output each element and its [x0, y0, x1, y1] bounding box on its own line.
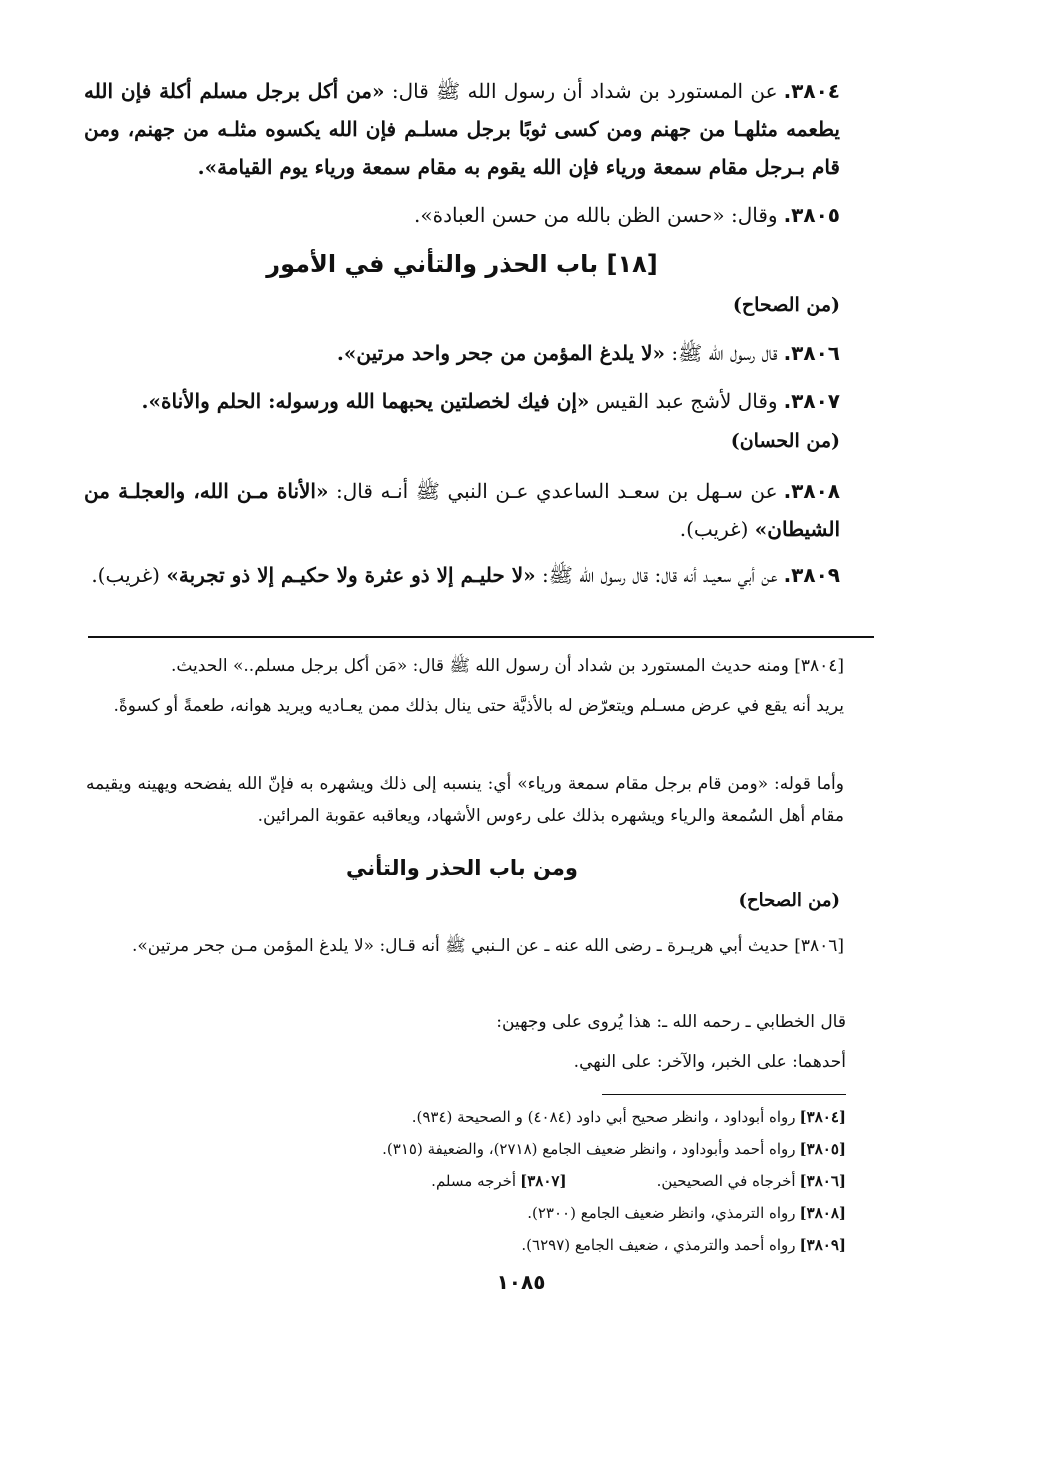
- hadith-text: «إن فيك لخصلتين يحبهما الله ورسوله: الحلم والأناة».: [141, 389, 590, 413]
- sharh-paragraph-5: قال الخطابي ـ رحمه الله ـ: هذا يُروى على وجهين:: [496, 1012, 846, 1032]
- hadith-intro: عن أبي سعيـد أنه قال: قال رسول الله ﷺ:: [535, 563, 778, 587]
- hadith-grade: (غريب).: [679, 517, 755, 541]
- hadith-number: ٣٨٠٦.: [783, 341, 840, 365]
- section-label-hasan: (من الحسان): [730, 430, 840, 452]
- hadith-3806: [84, 334, 840, 372]
- page-number: ١٠٨٥: [496, 1270, 546, 1294]
- hadith-intro: عن المستورد بن شداد أن رسول الله ﷺ قال:: [384, 79, 778, 103]
- hadith-text: وقال: «حسن الظن بالله من حسن العبادة».: [414, 203, 778, 227]
- hadith-grade: (غريب).: [91, 563, 167, 587]
- hadith-3805: [84, 196, 840, 234]
- footnote: [521, 1232, 846, 1258]
- footnote-ref: [٣٨٠٤]: [799, 1108, 846, 1126]
- footnote-text: رواه أبوداود ، وانظر صحيح أبي داود (٤٠٨٤) و الصحيحة (٩٣٤).: [411, 1108, 796, 1126]
- footnote-text: أخرجاه في الصحيحين.: [656, 1172, 796, 1190]
- section-label-sahih: (من الصحاح): [732, 294, 840, 316]
- hadith-number: ٣٨٠٩.: [783, 563, 840, 587]
- footnote-text: رواه أحمد والترمذي ، ضعيف الجامع (٦٢٩٧).: [521, 1236, 796, 1254]
- sharh-paragraph-1: [٣٨٠٤] ومنه حديث المستورد بن شداد أن رسول الله ﷺ قال: «مَن أكل برجل مسلم..» الحديث.: [170, 656, 844, 676]
- footnote: [431, 1168, 846, 1194]
- sharh-section-label: (من الصحاح): [738, 890, 840, 911]
- footnote-ref: [٣٨٠٩]: [799, 1236, 846, 1254]
- section-divider: [88, 636, 874, 638]
- hadith-3808: [84, 472, 840, 548]
- footnote-text: رواه الترمذي، وانظر ضعيف الجامع (٢٣٠٠).: [527, 1204, 796, 1222]
- sharh-paragraph-6: أحدهما: على الخبر، والآخر: على النهي.: [573, 1052, 846, 1072]
- footnote-ref: [٣٨٠٨]: [799, 1204, 846, 1222]
- sharh-paragraph-2: يريد أنه يقع في عرض مسـلم ويتعرّض له بالأذيَّة حتى ينال بذلك ممن يعـاديه ويريد هوانه، طعمةً أو كسوةً.: [113, 696, 844, 716]
- footnote: [382, 1136, 846, 1162]
- hadith-number: ٣٨٠٨.: [783, 479, 840, 503]
- footnote: [412, 1104, 846, 1130]
- hadith-intro: قال رسول الله ﷺ:: [665, 341, 778, 365]
- chapter-heading: [١٨] باب الحذر والتأني في الأمور: [266, 250, 658, 278]
- sharh-paragraph-4: [٣٨٠٦] حديث أبي هريـرة ـ رضى الله عنه ـ عن الـنبي ﷺ أنه قـال: «لا يلدغ المؤمن مـن جحر مرتين».: [131, 936, 844, 956]
- footnote-ref: [٣٨٠٥]: [799, 1140, 846, 1158]
- hadith-3807: [84, 382, 840, 420]
- footnote: [527, 1200, 846, 1226]
- hadith-number: ٣٨٠٧.: [783, 389, 840, 413]
- hadith-3804: [84, 72, 840, 186]
- hadith-text: «لا حليـم إلا ذو عثرة ولا حكيـم إلا ذو تجربة»: [166, 563, 536, 587]
- footnote-text: رواه أحمد وأبوداود ، وانظر ضعيف الجامع (٢٧١٨)، والضعيفة (٣١٥).: [382, 1140, 796, 1158]
- footnote-text: أخرجه مسلم.: [431, 1172, 517, 1190]
- hadith-text: «الأناة مـن الله، والعجلـة من الشيطان»: [84, 479, 840, 541]
- footnote-divider: [602, 1094, 846, 1095]
- footnote-ref: [٣٨٠٧]: [520, 1172, 567, 1190]
- hadith-intro: وقال لأشج عبد القيس: [589, 389, 778, 413]
- hadith-3809: [84, 556, 840, 594]
- hadith-number: ٣٨٠٥.: [783, 203, 840, 227]
- hadith-text: «من أكل برجل مسلم أكلة فإن الله يطعمه مثلهـا من جهنم ومن كسى ثوبًا برجل مسلـم فإن الله يكسوه مثلـه من جهنم، ومن قام بـرجل مقام سمعة ورياء فإن الله يقوم به مقام سمعة ورياء يوم القيامة».: [84, 79, 840, 179]
- sharh-paragraph-3: وأما قوله: «ومن قام برجل مقام سمعة ورياء» أي: ينسبه إلى ذلك ويشهره به فإنّ الله يفضحه ويهينه ويقيمه مقام أهل السُمعة والرياء ويشهره بذلك على رءوس الأشهاد، ويعاقبه عقوبة المرائين.: [86, 774, 844, 826]
- hadith-intro: عن سـهل بن سعـد الساعدي عـن النبي ﷺ أنـه قال:: [328, 479, 778, 503]
- sharh-heading: ومن باب الحذر والتأني: [346, 856, 578, 880]
- footnote-ref: [٣٨٠٦]: [799, 1172, 846, 1190]
- hadith-number: ٣٨٠٤.: [783, 79, 840, 103]
- hadith-text: «لا يلدغ المؤمن من جحر واحد مرتين».: [336, 341, 666, 365]
